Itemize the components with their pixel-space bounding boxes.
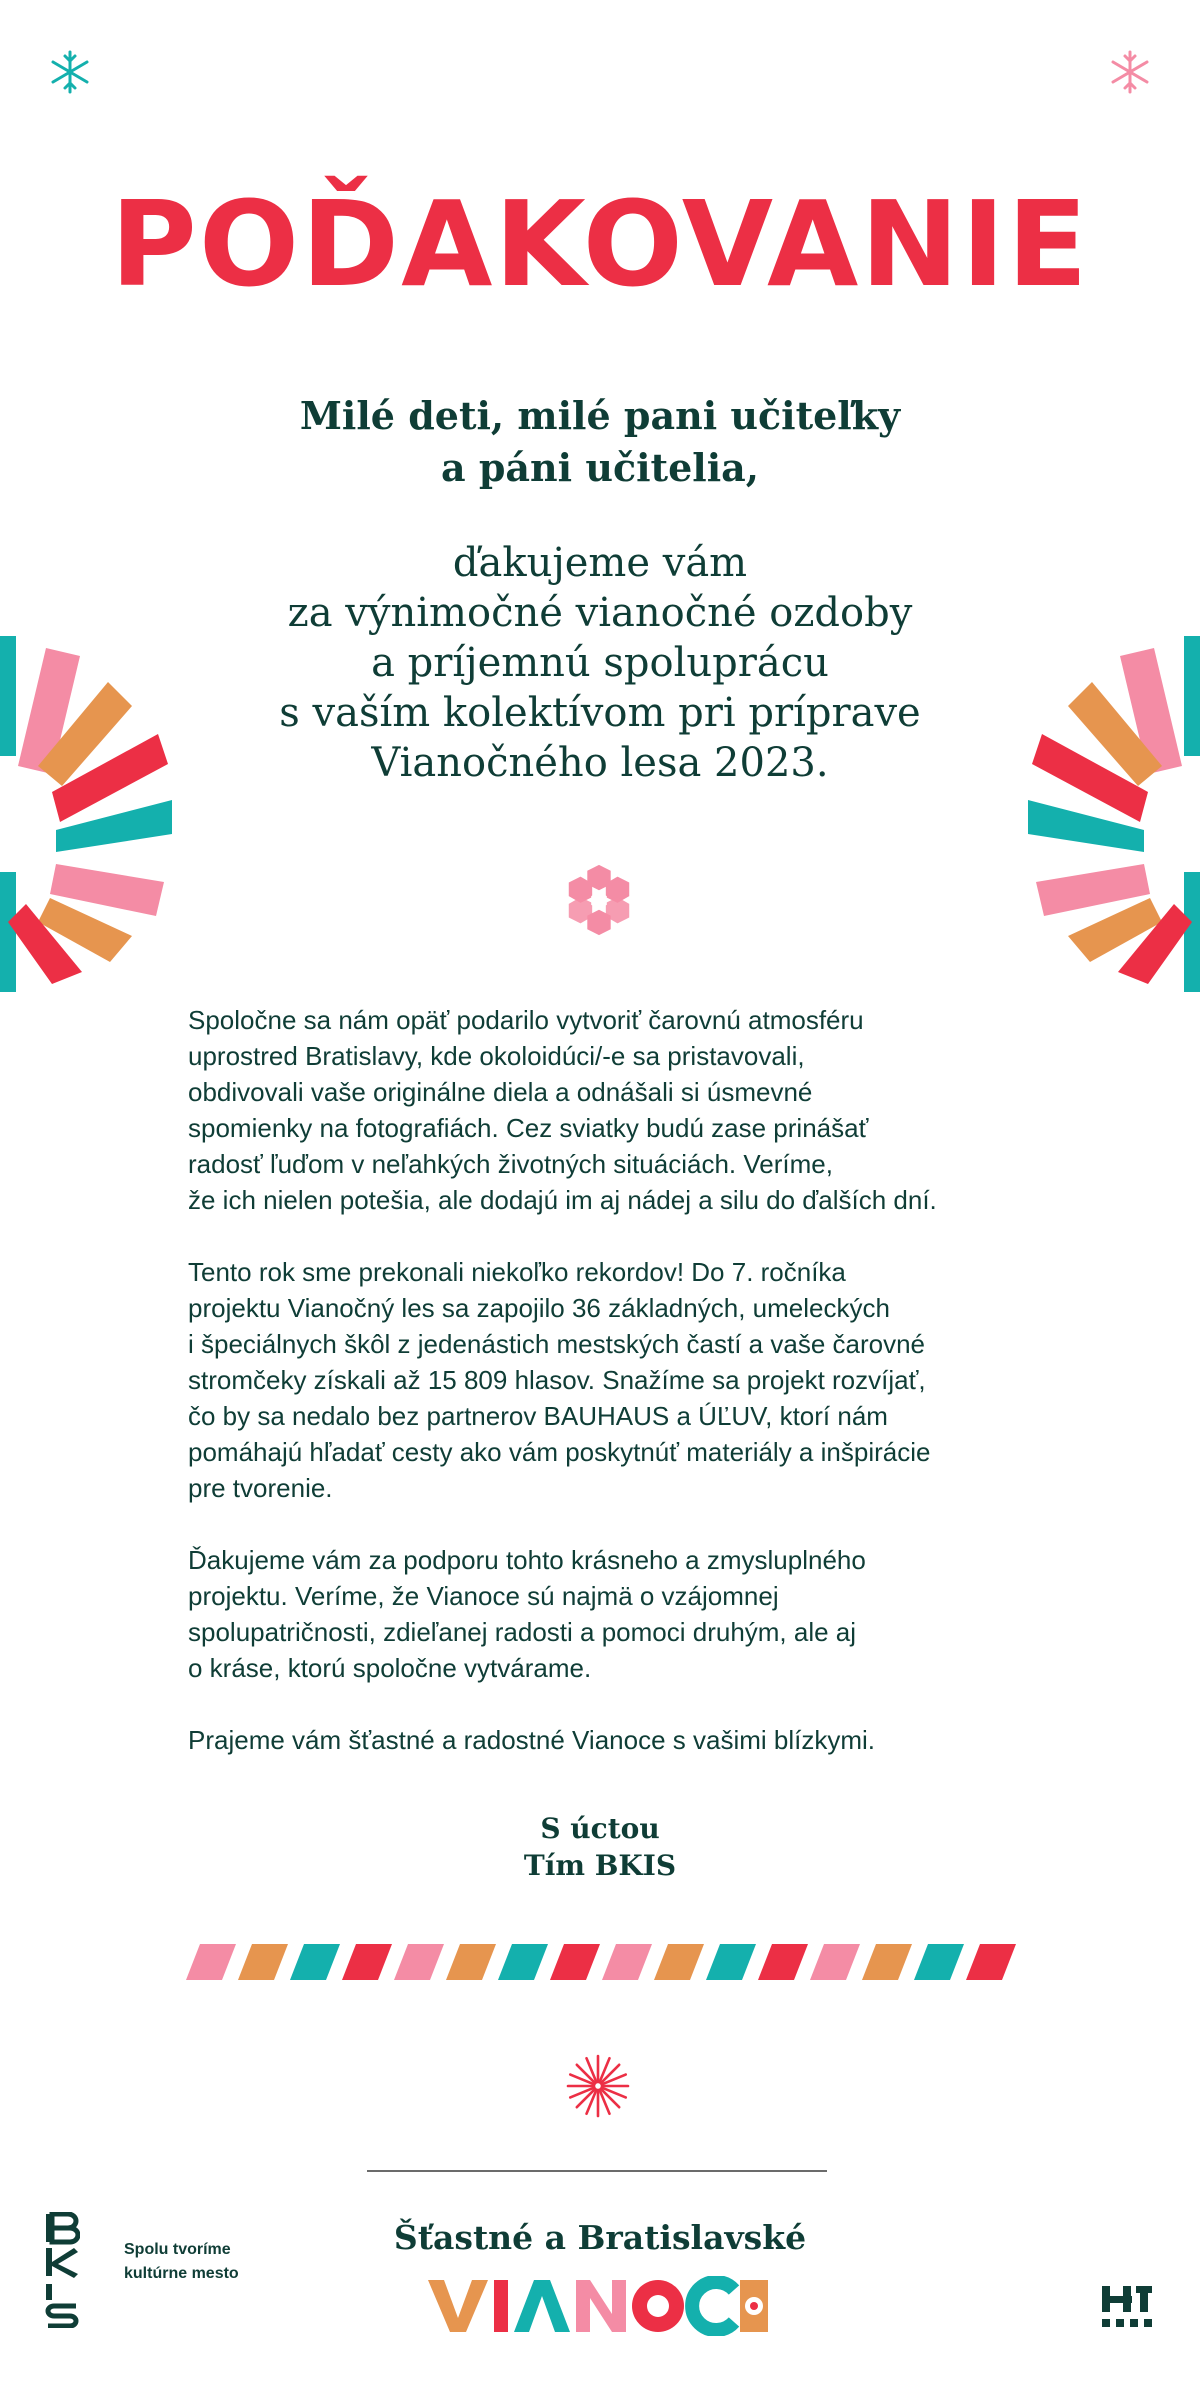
- thanks-line: Vianočného lesa 2023.: [371, 740, 829, 786]
- thanks-line: ďakujeme vám: [452, 540, 748, 586]
- body-line: projektu. Veríme, že Vianoce sú najmä o vzájomnej: [188, 1581, 779, 1611]
- snowflake-icon-top-right: [1106, 48, 1154, 96]
- tagline-line: kultúrne mesto: [124, 2265, 239, 2282]
- stripe-segment: [966, 1944, 1016, 1980]
- letter-body: [188, 1002, 1068, 1794]
- thanks-line: za výnimočné vianočné ozdoby: [287, 590, 913, 636]
- stripe-segment: [446, 1944, 496, 1980]
- body-line: projektu Vianočný les sa zapojilo 36 základných, umeleckých: [188, 1293, 890, 1323]
- signature-line: S úctou: [540, 1812, 660, 1845]
- greeting: [0, 390, 1200, 494]
- stripe-segment: [706, 1944, 756, 1980]
- body-line: i špeciálnych škôl z jedenástich mestských častí a vaše čarovné: [188, 1329, 926, 1359]
- stripe-segment: [186, 1944, 236, 1980]
- snowflake-icon-top-left: [46, 48, 94, 96]
- body-line: Ďakujeme vám za podporu tohto krásneho a zmysluplného: [188, 1545, 866, 1575]
- body-paragraph: [188, 1002, 1068, 1218]
- body-line: pre tvorenie.: [188, 1473, 333, 1503]
- body-line: uprostred Bratislavy, kde okoloidúci/-e sa pristavovali,: [188, 1041, 805, 1071]
- stripe-segment: [810, 1944, 860, 1980]
- tagline-line: Spolu tvoríme: [124, 2241, 231, 2258]
- body-line: radosť ľuďom v neľahkých životných situáciách. Veríme,: [188, 1149, 833, 1179]
- stripe-segment: [654, 1944, 704, 1980]
- stripe-segment: [290, 1944, 340, 1980]
- brand-tagline: Šťastné a Bratislavské: [393, 2218, 807, 2257]
- stripe-segment: [342, 1944, 392, 1980]
- stripe-segment: [758, 1944, 808, 1980]
- body-line: Prajeme vám šťastné a radostné Vianoce s vašimi blízkymi.: [188, 1725, 875, 1755]
- body-line: Tento rok sme prekonali niekoľko rekordov! Do 7. ročníka: [188, 1257, 846, 1287]
- stripe-segment: [238, 1944, 288, 1980]
- vianoce-wordmark: [428, 2276, 768, 2336]
- signature-line: Tím BKIS: [523, 1849, 677, 1882]
- body-line: stromčeky získali až 15 809 hlasov. Snažíme sa projekt rozvíjať,: [188, 1365, 926, 1395]
- burst-decoration-left: [0, 636, 180, 992]
- stripe-band-decoration: [186, 1944, 1016, 1980]
- signature: [0, 1810, 1200, 1884]
- body-line: čo by sa nedalo bez partnerov BAUHAUS a ÚĽUV, ktorí nám: [188, 1401, 888, 1431]
- stripe-segment: [394, 1944, 444, 1980]
- page-title: POĎAKOVANIE: [110, 175, 1090, 313]
- thanks-line: s vaším kolektívom pri príprave: [279, 690, 921, 736]
- burst-decoration-right: [1020, 636, 1200, 992]
- body-line: spolupatričnosti, zdieľanej radosti a pomoci druhým, ale aj: [188, 1617, 857, 1647]
- starburst-icon: [564, 2052, 632, 2120]
- thanks-line: a príjemnú spoluprácu: [371, 640, 829, 686]
- stripe-segment: [914, 1944, 964, 1980]
- stripe-segment: [550, 1944, 600, 1980]
- body-paragraph: [188, 1542, 1068, 1686]
- footer-divider: [367, 2170, 827, 2172]
- body-line: obdivovali vaše originálne diela a odnášali si úsmevné: [188, 1077, 813, 1107]
- grid-logo-icon: [1102, 2286, 1152, 2328]
- body-line: o kráse, ktorú spoločne vytvárame.: [188, 1653, 592, 1683]
- greeting-line: Milé deti, milé pani učiteľky: [299, 393, 901, 438]
- body-paragraph: [188, 1254, 1068, 1506]
- stripe-segment: [602, 1944, 652, 1980]
- body-line: pomáhajú hľadať cesty ako vám poskytnúť materiály a inšpirácie: [188, 1437, 931, 1467]
- body-line: Spoločne sa nám opäť podarilo vytvoriť čarovnú atmosféru: [188, 1005, 864, 1035]
- greeting-line: a páni učitelia,: [441, 445, 759, 490]
- stripe-segment: [498, 1944, 548, 1980]
- body-line: spomienky na fotografiách. Cez sviatky budú zase prinášať: [188, 1113, 869, 1143]
- body-line: že ich nielen potešia, ale dodajú im aj nádej a silu do ďalších dní.: [188, 1185, 937, 1215]
- stripe-segment: [862, 1944, 912, 1980]
- hexagon-flower-icon: [560, 860, 638, 940]
- body-paragraph: [188, 1722, 1068, 1758]
